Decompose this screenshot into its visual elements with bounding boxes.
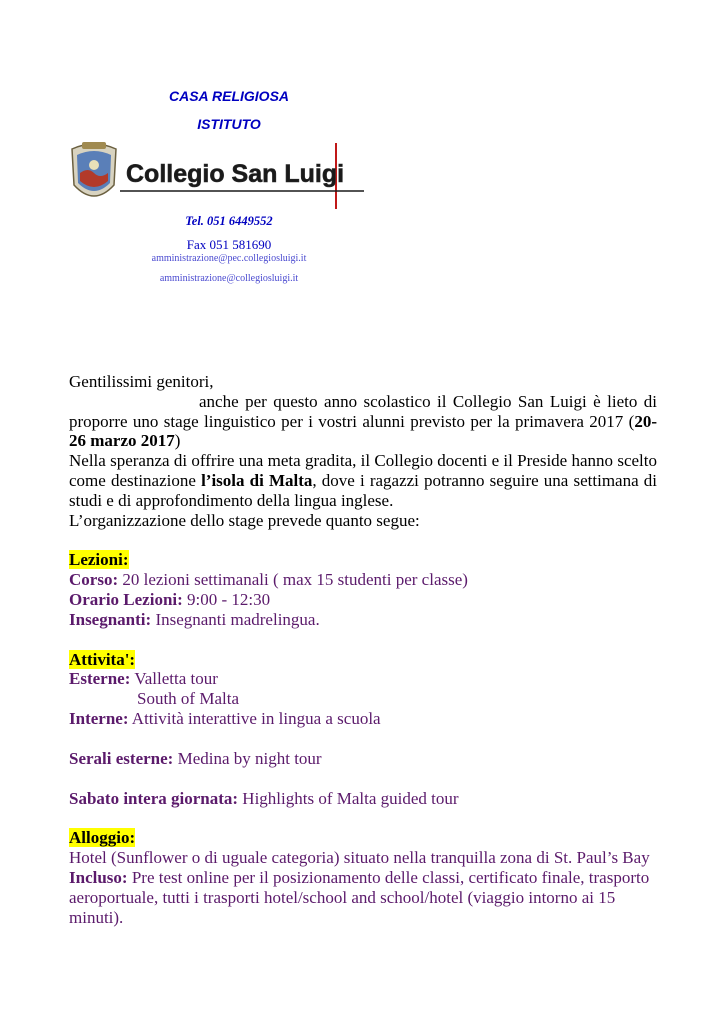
- intro-close: ): [174, 431, 181, 451]
- destination: l’isola di Malta: [201, 470, 313, 490]
- lessons-heading: Lezioni:: [69, 550, 129, 570]
- included-line: [69, 868, 657, 927]
- evening-value: Medina by night tour: [173, 748, 322, 768]
- teachers-label: Insegnanti:: [69, 609, 152, 629]
- included-value: Pre test online per il posizionamento delle classi, certificato finale, trasporto aeroportuale, tutti i trasporti hotel/school and school/hotel (viaggio intorno ai 15 minuti).: [69, 867, 650, 927]
- course-label: Corso:: [69, 570, 119, 590]
- hours-value: 9:00 - 12:30: [182, 589, 271, 609]
- intro-text: anche per questo anno scolastico il Collegio San Luigi è lieto di proporre uno stage linguistico per i vostri alunni previsto per la primavera 2017 (: [69, 391, 657, 431]
- evening-label: Serali esterne:: [69, 748, 174, 768]
- hope-rest: , dove i ragazzi potranno seguire una settimana di studi e di approfondimento della lingua inglese.: [69, 470, 657, 510]
- external-value-2: South of Malta: [137, 689, 239, 709]
- logo-wordmark: Collegio San Luigi: [126, 160, 345, 188]
- college-logo: [68, 139, 368, 211]
- teachers-value: Insegnanti madrelingua.: [151, 609, 320, 629]
- saturday-line: [69, 789, 657, 809]
- intro-paragraph: [69, 392, 657, 451]
- letter-body: [69, 372, 657, 927]
- organization-line: L’organizzazione dello stage prevede quanto segue:: [69, 510, 420, 530]
- saturday-label: Sabato intera giornata:: [69, 788, 239, 808]
- internal-label: Interne:: [69, 708, 129, 728]
- course-value: 20 lezioni settimanali ( max 15 studenti per classe): [118, 570, 468, 590]
- hours-label: Orario Lezioni:: [69, 589, 183, 609]
- hours-line: [69, 590, 657, 610]
- internal-value: Attività interattive in lingua a scuola: [128, 708, 381, 728]
- included-label: Incluso:: [69, 867, 128, 887]
- hotel-line: Hotel (Sunflower o di uguale categoria) situato nella tranquilla zona di St. Paul’s Bay: [69, 848, 650, 868]
- external-label: Esterne:: [69, 669, 131, 689]
- intro-date: 20-26 marzo 2017: [69, 411, 657, 451]
- hope-text: Nella speranza di offrire una meta gradita, il Collegio docenti e il Preside hanno scelto come destinazione: [69, 451, 657, 490]
- telephone: Tel. 051 6449552: [185, 214, 273, 228]
- email[interactable]: amministrazione@collegiosluigi.it: [159, 273, 299, 284]
- internal-line: [69, 709, 657, 729]
- greeting: Gentilissimi genitori,: [69, 372, 214, 391]
- external-value-1: Valletta tour: [130, 669, 218, 689]
- crest-icon: [72, 142, 116, 196]
- lodging-heading: Alloggio:: [69, 828, 136, 848]
- evening-line: [69, 749, 657, 769]
- header-line-istituto: ISTITUTO: [197, 116, 261, 132]
- header-line-casa-religiosa: CASA RELIGIOSA: [168, 88, 290, 104]
- destination-paragraph: [69, 451, 657, 510]
- pec-email[interactable]: amministrazione@pec.collegiosluigi.it: [151, 253, 307, 264]
- course-line: [69, 570, 657, 590]
- external-line: [69, 669, 657, 689]
- fax: Fax 051 581690: [186, 237, 272, 252]
- activities-heading: Attivita':: [69, 649, 136, 669]
- teachers-line: [69, 610, 657, 630]
- saturday-value: Highlights of Malta guided tour: [238, 788, 459, 808]
